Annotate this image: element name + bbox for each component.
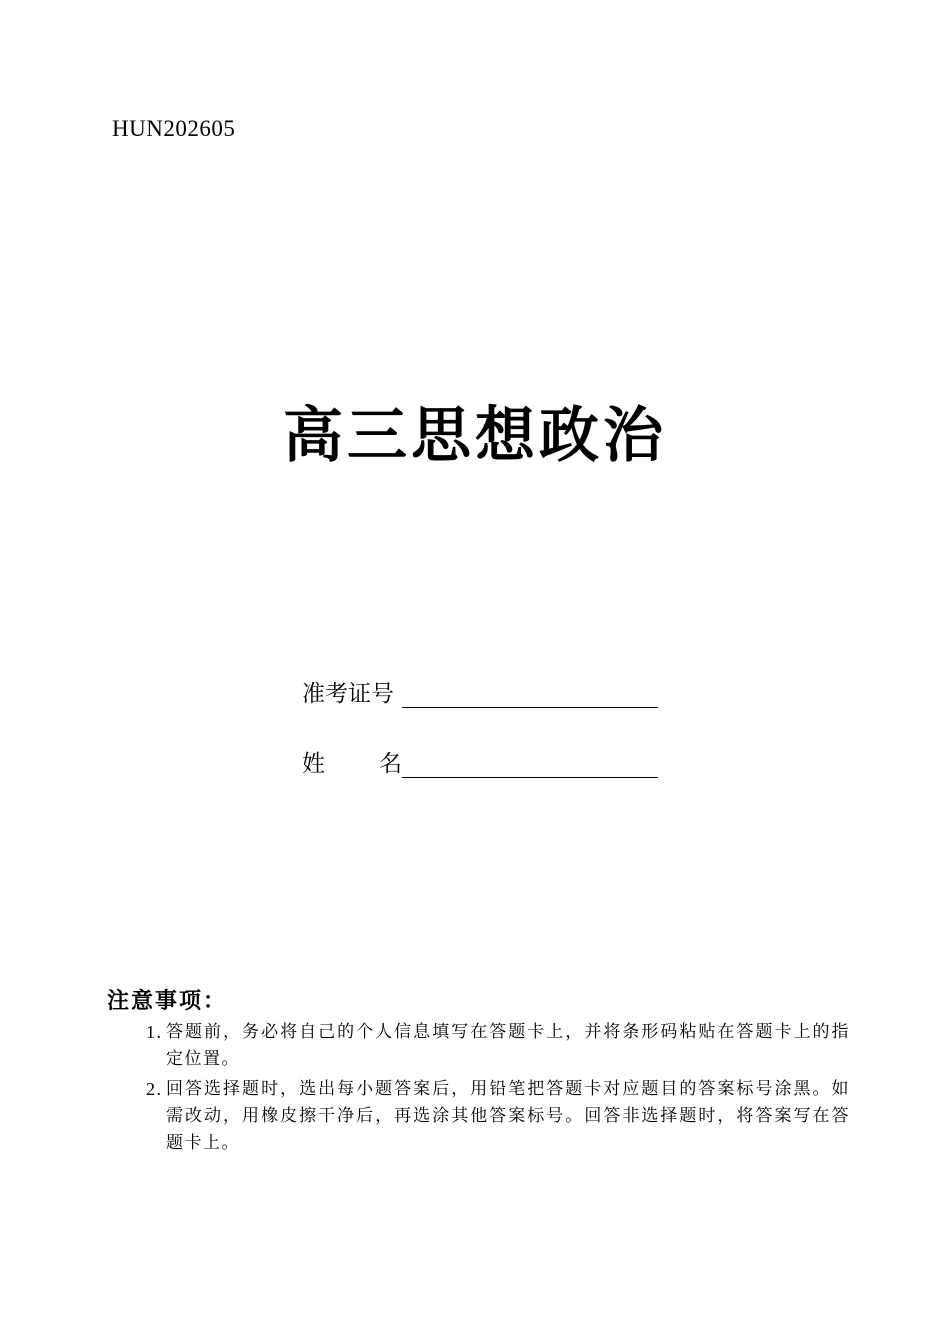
notice-item-number: 2. bbox=[146, 1079, 163, 1099]
exam-code: HUN202605 bbox=[112, 116, 236, 141]
notice-item-number: 1. bbox=[146, 1022, 163, 1042]
notice-item bbox=[146, 1019, 850, 1073]
notice-item bbox=[146, 1076, 850, 1157]
page-title: 高三思想政治 bbox=[283, 401, 667, 471]
name-label bbox=[302, 750, 402, 778]
name-label-char-1: 姓 bbox=[302, 751, 325, 777]
notice-list bbox=[146, 1019, 850, 1160]
admission-number-field bbox=[302, 672, 658, 708]
admission-number-blank bbox=[402, 681, 658, 708]
name-field bbox=[302, 742, 658, 778]
name-blank bbox=[402, 751, 658, 778]
notice-item-text: 回答选择题时，选出每小题答案后，用铅笔把答题卡对应题目的答案标号涂黑。如需改动，用橡皮擦干净后，再选涂其他答案标号。回答非选择题时，将答案写在答题卡上。 bbox=[166, 1079, 850, 1153]
notice-item-text: 答题前，务必将自己的个人信息填写在答题卡上，并将条形码粘贴在答题卡上的指定位置。 bbox=[166, 1022, 850, 1069]
admission-number-label: 准考证号 bbox=[302, 681, 394, 707]
notice-heading: 注意事项： bbox=[107, 989, 228, 1014]
name-label-char-2: 名 bbox=[379, 751, 402, 777]
